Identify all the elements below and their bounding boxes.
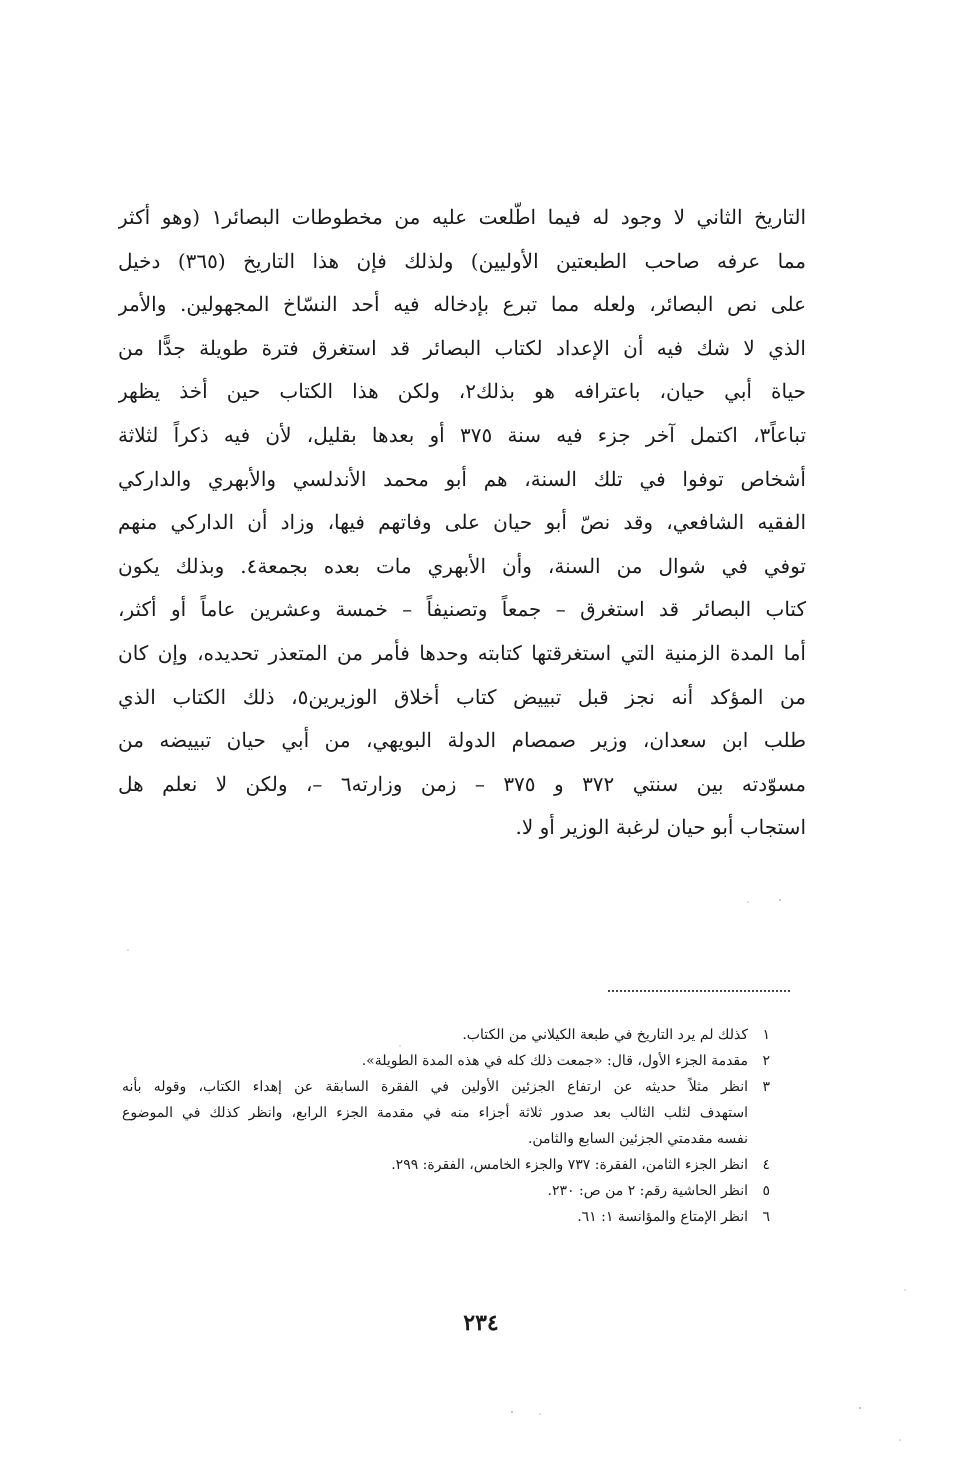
footnote-text [122, 1022, 748, 1048]
footnote-line: نفسه مقدمتي الجزئين السابع والثامن. [527, 1131, 748, 1147]
footnote [122, 1152, 770, 1178]
footnote [122, 1074, 770, 1152]
footnote-text [122, 1178, 748, 1204]
body-line: تباعاً٣، اكتمل آخر جزء فيه سنة ٣٧٥ أو بعدها بقليل، لأن فيه ذكراً لثلاثة [118, 422, 806, 447]
footnote [122, 1048, 770, 1074]
body-line: التاريخ الثاني لا وجود له فيما اطّلعت عليه من مخطوطات البصائر١ (وهو أكثر [118, 205, 806, 229]
footnotes [122, 1022, 770, 1230]
body-line: من المؤكد أنه نجز قبل تبييض كتاب أخلاق الوزيرين٥، ذلك الكتاب الذي [118, 684, 806, 709]
footnote [122, 1204, 770, 1230]
footnote-line: استهدف لثلب الثالب بعد صدور ثلاثة أجزاء منه في مقدمة الجزء الرابع، وانظر كذلك في الموضوع [122, 1105, 748, 1121]
body-line: حياة أبي حيان، باعترافه هو بذلك٢، ولكن هذا الكتاب حين أخذ يظهر [118, 379, 806, 404]
footnote-number: ٤ [762, 1157, 770, 1173]
footnote-line: كذلك لم يرد التاريخ في طبعة الكيلاني من الكتاب. [462, 1027, 748, 1043]
body-line: أشخاص توفوا في تلك السنة، هم أبو محمد الأندلسي والأبهري والداركي [118, 466, 806, 491]
footnote-line: انظر مثلاً حديثه عن ارتفاع الجزئين الأولين في الفقرة السابقة عن إهداء الكتاب، وقوله بأنه [122, 1079, 748, 1095]
footnote-text [122, 1074, 748, 1152]
footnote-line: انظر الإمتاع والمؤانسة ١: ٦١. [577, 1209, 748, 1225]
footnote-text [122, 1204, 748, 1230]
footnote-number: ٢ [762, 1053, 770, 1069]
footnote [122, 1178, 770, 1204]
body-line: مسوّدته بين سنتي ٣٧٢ و ٣٧٥ – زمن وزارته٦ –، ولكن لا نعلم هل [118, 771, 806, 796]
footnote [122, 1022, 770, 1048]
page-number: ٢٣٤ [463, 1310, 499, 1336]
footnote-text [122, 1048, 748, 1074]
body-line: توفي في شوال من السنة، وأن الأبهري مات بعده بجمعة٤. وبذلك يكون [118, 553, 806, 578]
footnote-number: ٣ [762, 1079, 770, 1095]
main-paragraph [118, 196, 806, 850]
footnote-number: ٦ [762, 1209, 770, 1225]
body-line: على نص البصائر، ولعله مما تبرع بإدخاله فيه أحد النسّاخ المجهولين. والأمر [118, 292, 806, 317]
footnote-separator [608, 990, 790, 992]
footnote-number: ١ [762, 1027, 770, 1043]
footnote-line: انظر الحاشية رقم: ٢ من ص: ٢٣٠. [547, 1183, 748, 1199]
body-line: كتاب البصائر قد استغرق – جمعاً وتصنيفاً – خمسة وعشرين عاماً أو أكثر، [118, 597, 806, 622]
body-line: أما المدة الزمنية التي استغرقتها كتابته وحدها فأمر من المتعذر تحديده، وإن كان [118, 640, 806, 665]
body-line: استجاب أبو حيان لرغبة الوزير أو لا. [515, 815, 806, 840]
footnote-line: انظر الجزء الثامن، الفقرة: ٧٣٧ والجزء الخامس، الفقرة: ٢٩٩. [391, 1157, 748, 1173]
footnote-text [122, 1152, 748, 1178]
body-line: مما عرفه صاحب الطبعتين الأوليين) ولذلك فإن هذا التاريخ (٣٦٥) دخيل [118, 248, 806, 273]
body-line: الذي لا شك فيه أن الإعداد لكتاب البصائر قد استغرق فترة طويلة جدًّا من [118, 335, 806, 360]
footnote-number: ٥ [762, 1183, 770, 1199]
footnote-line: مقدمة الجزء الأول، قال: «جمعت ذلك كله في هذه المدة الطويلة». [361, 1053, 748, 1069]
body-line: الفقيه الشافعي، وقد نصّ أبو حيان على وفاتهم فيها، وزاد أن الداركي منهم [118, 510, 806, 535]
body-line: طلب ابن سعدان، وزير صمصام الدولة البويهي، من أبي حيان تبييضه من [118, 728, 806, 753]
